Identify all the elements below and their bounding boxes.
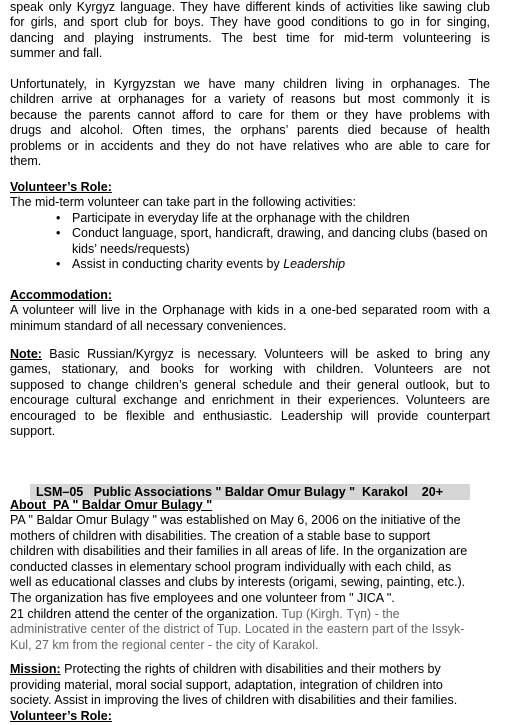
text-line: A volunteer will live in the Orphanage with kids in a one-bed separated room with a <box>10 303 490 318</box>
mission-section <box>10 662 492 724</box>
section-heading: Volunteer’s Role: <box>10 708 112 723</box>
text-line: administrative center of the district of Tup. Located in the eastern part of the Issyk- <box>10 622 465 637</box>
text-line: them. <box>10 154 42 169</box>
text-line: Note: Basic Russian/Kyrgyz is necessary. Volunteers will be asked to bring any <box>10 347 490 361</box>
text-line: The organization has five employees and one volunteer from " JICA ". <box>10 590 395 605</box>
orphans-paragraph <box>10 77 490 169</box>
list-item: • Assist in conducting charity events by Leadership <box>56 257 492 272</box>
text-line: minimum standard of all necessary conveniences. <box>10 318 287 333</box>
note-label: Note: <box>10 347 42 361</box>
section-heading: Volunteer’s Role: <box>10 180 112 194</box>
volunteer-role-section <box>10 180 490 211</box>
text-line: because the parents cannot afford to care for them or they have problems with <box>10 107 490 122</box>
text-line: society. Assist in improving the lives of children with disabilities and their families. <box>10 693 458 708</box>
text-line: speak only Kyrgyz language. They have different kinds of activities like sawing club <box>10 0 490 14</box>
text-line: children with disabilities and their families in all areas of life. In the organization are <box>10 544 468 559</box>
text-line: dancing and playing instruments. The best time for mid-term volunteering is <box>10 30 490 45</box>
text-line: conducted classes in elementary school program individually with each child, as <box>10 559 452 574</box>
accommodation-section <box>10 288 490 334</box>
text-line: well as educational classes and clubs by interests (origami, sewing, painting, etc.). <box>10 575 466 590</box>
list-item: • Participate in everyday life at the orphanage with the children <box>56 211 492 226</box>
project-description <box>10 513 492 653</box>
text-line: children arrive at orphanages for a variety of reasons but most commonly it is <box>10 92 490 107</box>
about-heading: About PA " Baldar Omur Bulagy " <box>10 498 213 512</box>
text-line: mothers of children with disabilities. The creation of a stable base to support <box>10 528 431 543</box>
text-line: games, stationary, and books for working with children. Volunteers are not <box>10 362 490 377</box>
text-line: encouraged to be flexible and enthusiastic. Leadership will provide counterpart <box>10 408 490 423</box>
mission-label: Mission: <box>10 662 61 676</box>
text-line: problems or in accidents and they do not have relatives who are able to care for <box>10 138 490 153</box>
text-line: The mid-term volunteer can take part in the following activities: <box>10 195 356 210</box>
text-line: summer and fall. <box>10 46 103 61</box>
text-line: Mission: Protecting the rights of children with disabilities and their mothers by <box>10 662 441 676</box>
list-item: • Conduct language, sport, handicraft, drawing, and dancing clubs (based on kids’ needs/requests) <box>56 226 492 257</box>
text-line: supposed to change children’s general schedule and their general outlook, but to <box>10 377 490 392</box>
text-line: drugs and alcohol. Often times, the orphans’ parents died because of health <box>10 123 490 138</box>
intro-paragraph <box>10 0 490 62</box>
text-line: Unfortunately, in Kyrgyzstan we have many children living in orphanages. The <box>10 77 490 91</box>
activities-list <box>56 211 492 273</box>
text-line: 21 children attend the center of the organization. Tup (Kirgh. Түп) - the <box>10 606 400 621</box>
text-line: encourage cultural exchange and enrichment in their experiences. Volunteers are <box>10 393 490 408</box>
text-line: for girls, and sport club for boys. They have good conditions to go in for singing, <box>10 15 490 30</box>
text-line: Kul, 27 km from the regional center - the city of Karakol. <box>10 637 319 652</box>
text-line: providing material, moral social support, adaptation, integration of children into <box>10 677 443 692</box>
note-section <box>10 347 490 439</box>
section-heading: Accommodation: <box>10 288 113 302</box>
project-banner: LSM–05 Public Associations " Baldar Omur Bulagy " Karakol 20+ <box>30 484 470 500</box>
text-line: PA " Baldar Omur Bulagy " was established on May 6, 2006 on the initiative of the <box>10 513 461 527</box>
text-line: support. <box>10 424 56 439</box>
